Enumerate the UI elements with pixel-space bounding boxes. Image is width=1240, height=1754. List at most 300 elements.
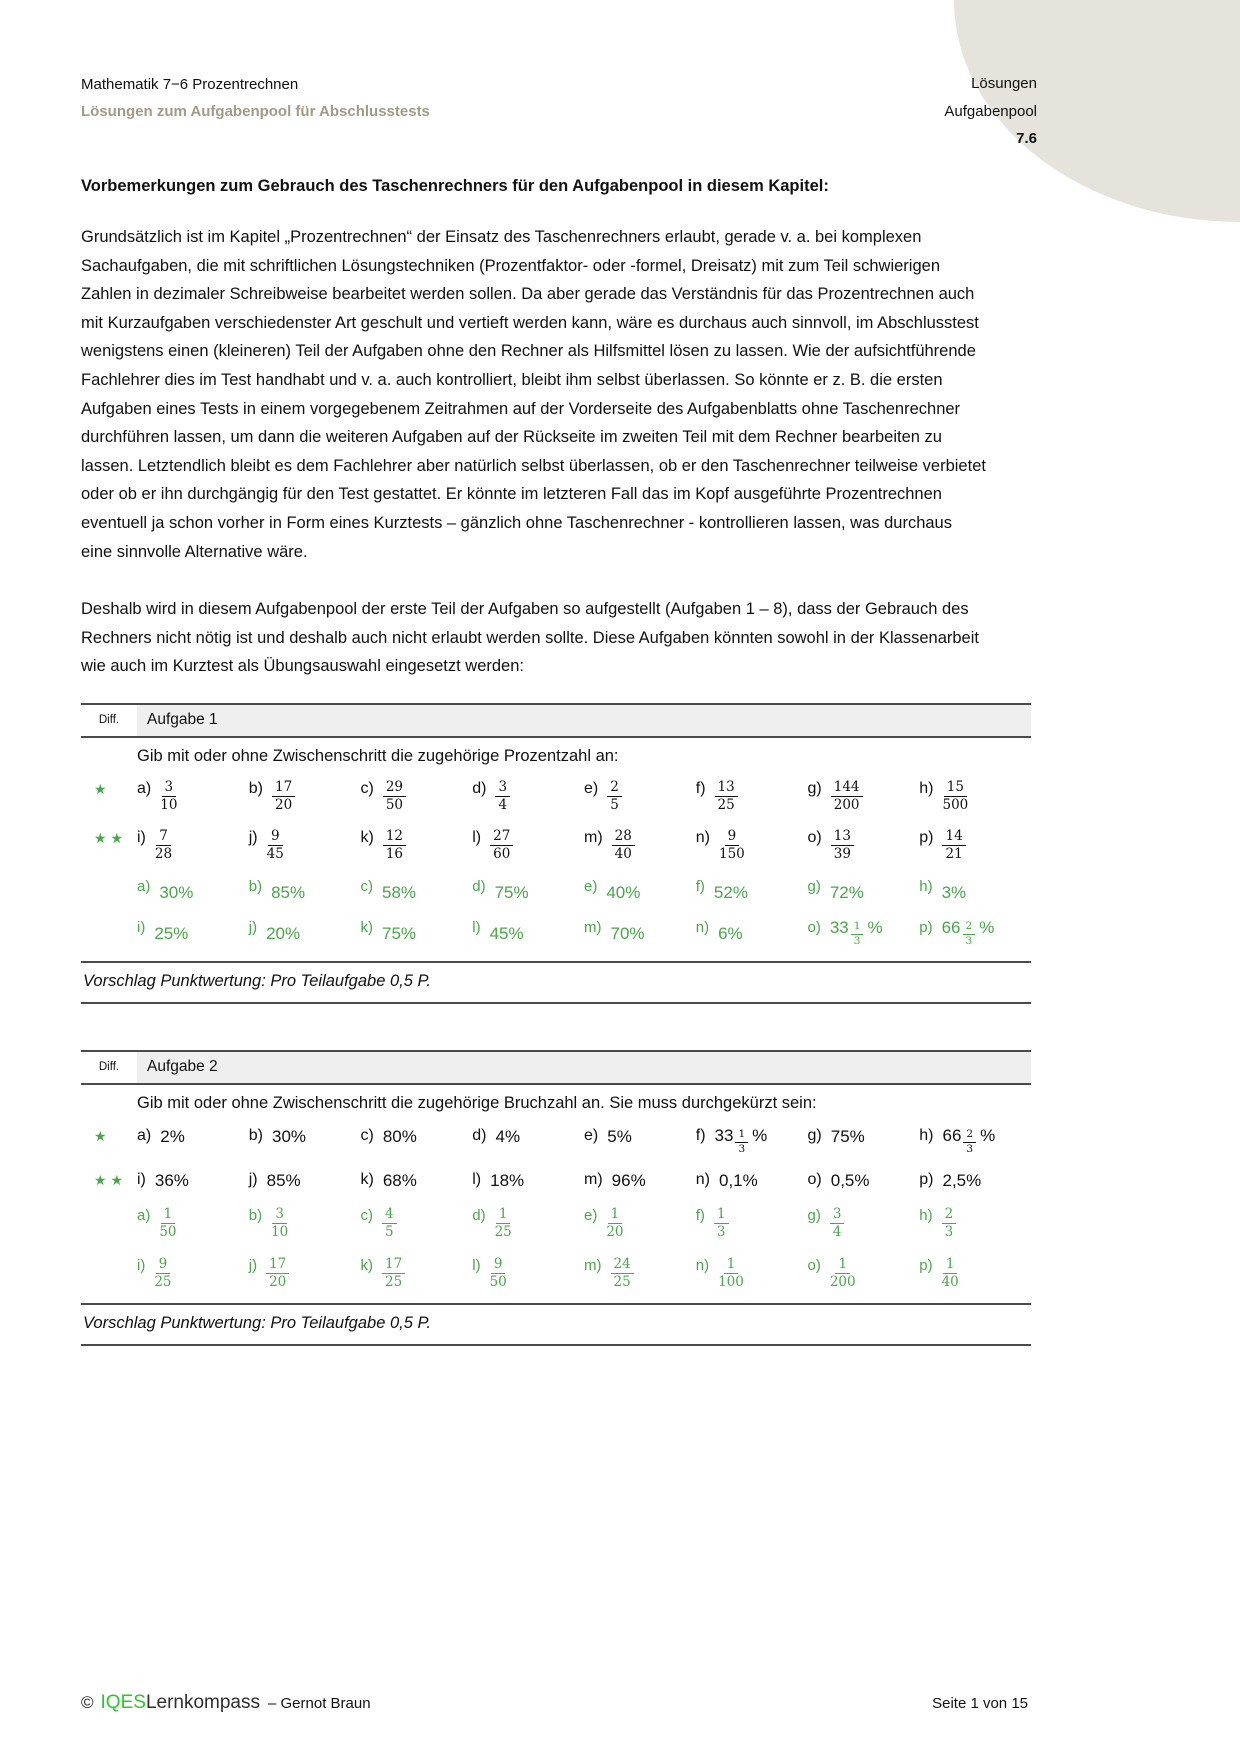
- item-value: 30%: [159, 883, 194, 903]
- item-label: j): [248, 919, 258, 937]
- fraction-value: [830, 1207, 845, 1240]
- fraction-numerator: 14: [942, 829, 965, 846]
- task-item: [249, 1255, 361, 1290]
- item-value: 75%: [382, 924, 417, 944]
- item-label: e): [584, 1207, 598, 1225]
- item-label: a): [137, 779, 152, 797]
- intro-heading: Vorbemerkungen zum Gebrauch des Taschenrechners für den Aufgabenpool in diesem Kapitel:: [81, 177, 829, 195]
- item-label: o): [807, 829, 822, 847]
- fraction-denominator: 20: [269, 1273, 287, 1290]
- task-item: [249, 827, 361, 862]
- item-label: f): [695, 1207, 705, 1225]
- item-label: k): [360, 1171, 374, 1189]
- item-value: 40%: [606, 883, 641, 903]
- item-label: k): [360, 1256, 373, 1274]
- difficulty-stars-icon: ★★: [94, 830, 128, 847]
- fraction-value: [611, 1257, 634, 1290]
- fraction-denominator: 60: [493, 846, 511, 863]
- item-label: g): [807, 878, 821, 896]
- item-label: b): [248, 1126, 263, 1144]
- fraction-numerator: 12: [383, 829, 406, 846]
- task-item: [696, 1205, 808, 1240]
- fraction-numerator: 9: [725, 829, 740, 846]
- item-label: o): [807, 919, 821, 937]
- item-label: d): [472, 1207, 486, 1225]
- item-value: 5%: [607, 1126, 632, 1146]
- task-item: [919, 876, 1031, 903]
- fraction-value: [612, 829, 635, 862]
- fraction-numerator: 1: [943, 1257, 958, 1274]
- fraction-value: [490, 1257, 507, 1290]
- item-value: 2%: [160, 1126, 185, 1146]
- task-item: [472, 1255, 584, 1290]
- item-value: 72%: [829, 883, 864, 903]
- document-body: [81, 177, 1031, 1346]
- item-label: o): [807, 1171, 822, 1189]
- fraction-numerator: 3: [495, 780, 510, 797]
- item-label: d): [472, 1126, 487, 1144]
- task-instruction: Gib mit oder ohne Zwischenschritt die zugehörige Prozentzahl an:: [137, 746, 619, 765]
- task-item: [472, 917, 584, 944]
- item-label: e): [584, 878, 598, 896]
- fraction-value: [490, 829, 513, 862]
- fraction-numerator: 17: [272, 780, 295, 797]
- item-label: f): [695, 779, 706, 797]
- task-item: [137, 1125, 249, 1147]
- task-header: [81, 1050, 1031, 1085]
- fraction-numerator: 4: [382, 1207, 397, 1224]
- item-label: i): [137, 1171, 146, 1189]
- task-item: [249, 778, 361, 813]
- item-label: l): [472, 829, 482, 847]
- task-item: [361, 827, 473, 862]
- task-item: [137, 876, 249, 903]
- author-name: – Gernot Braun: [268, 1695, 371, 1712]
- task-row: [81, 1117, 1031, 1162]
- difficulty-stars-icon: ★: [94, 780, 111, 797]
- item-value: 96%: [611, 1171, 646, 1191]
- item-value: 75%: [494, 883, 529, 903]
- task-instruction: Gib mit oder ohne Zwischenschritt die zugehörige Bruchzahl an. Sie muss durchgekürzt sein:: [137, 1093, 817, 1112]
- fraction-numerator: 3: [162, 780, 177, 797]
- task-item: [472, 876, 584, 903]
- item-label: c): [360, 1207, 373, 1225]
- brand-iqes: IQES: [100, 1692, 146, 1713]
- fraction-value: [714, 1207, 729, 1240]
- task-item: [361, 1169, 473, 1191]
- item-label: m): [584, 919, 602, 937]
- item-label: f): [695, 1126, 706, 1144]
- task-item: [919, 827, 1031, 862]
- item-value: 2,5%: [942, 1171, 982, 1191]
- fraction-numerator: 2: [942, 1207, 957, 1224]
- item-label: m): [584, 1171, 603, 1189]
- fraction-numerator: 15: [944, 780, 967, 797]
- item-label: b): [248, 878, 263, 896]
- course-title: Mathematik 7−6 Prozentrechnen: [81, 76, 299, 93]
- brand-lernkompass: Lernkompass: [145, 1692, 260, 1713]
- fraction-denominator: 21: [945, 846, 963, 863]
- item-value: 30%: [271, 1126, 307, 1146]
- item-value: 75%: [830, 1126, 865, 1146]
- task-item: [472, 1205, 584, 1240]
- fraction-value: [495, 1207, 512, 1240]
- item-value: 0,1%: [718, 1171, 758, 1191]
- fraction-value: [942, 829, 965, 862]
- item-value: 85%: [271, 883, 306, 903]
- difficulty-stars-icon: ★★: [94, 1172, 128, 1189]
- item-label: n): [695, 829, 710, 847]
- fraction-denominator: 39: [833, 846, 851, 863]
- item-label: f): [695, 878, 705, 896]
- scoring-suggestion: Vorschlag Punktwertung: Pro Teilaufgabe 0,5 P.: [81, 1303, 1031, 1346]
- fraction-numerator: 9: [156, 1257, 171, 1274]
- fraction-numerator: 27: [490, 829, 513, 846]
- item-value: 45%: [489, 924, 524, 944]
- item-label: j): [248, 1171, 258, 1189]
- task-item: [696, 1169, 808, 1191]
- page-header: [81, 71, 430, 125]
- item-label: m): [584, 1256, 602, 1274]
- item-label: h): [919, 1126, 934, 1144]
- publisher-brand: [81, 1692, 371, 1714]
- task-item: [584, 1125, 696, 1147]
- item-value: 25%: [154, 924, 189, 944]
- fraction-denominator: 25: [717, 797, 735, 814]
- item-value: 18%: [490, 1171, 525, 1191]
- item-label: n): [695, 1256, 710, 1274]
- item-label: i): [137, 829, 146, 847]
- item-label: c): [360, 878, 373, 896]
- difficulty-stars-icon: ★: [94, 1127, 111, 1144]
- task-item: [249, 1125, 361, 1147]
- difficulty-stars-icon: [81, 876, 137, 879]
- fraction-numerator: 1: [714, 1207, 729, 1224]
- fraction-value: [382, 1257, 405, 1290]
- mixed-number-value: 33 $\frac{1}{3}$ %: [714, 1125, 768, 1155]
- task-item: [696, 778, 808, 813]
- task-item: [472, 1125, 584, 1147]
- item-value: 85%: [266, 1171, 301, 1191]
- task-item: [584, 827, 696, 862]
- fraction-denominator: 16: [385, 846, 404, 863]
- task-item: [919, 778, 1031, 813]
- fraction-numerator: 1: [496, 1207, 511, 1224]
- fraction-numerator: 3: [272, 1207, 287, 1224]
- fraction-value: [495, 780, 510, 813]
- item-label: j): [248, 1256, 258, 1274]
- mixed-number-value: 66 $\frac{2}{3}$ %: [941, 918, 995, 948]
- fraction-numerator: 144: [831, 780, 863, 797]
- task-item: [361, 1125, 473, 1147]
- item-value: 58%: [382, 883, 417, 903]
- task-item: [361, 1255, 473, 1290]
- item-label: d): [472, 779, 487, 797]
- fraction-denominator: 10: [160, 797, 178, 814]
- task-item: [808, 827, 920, 862]
- item-label: b): [248, 1207, 263, 1225]
- fraction-denominator: 25: [385, 1273, 403, 1290]
- fraction-denominator: 150: [718, 846, 745, 863]
- task-item: [919, 1205, 1031, 1240]
- fraction-value: [942, 1257, 959, 1290]
- task-item: [808, 917, 920, 948]
- page-footer: [81, 1692, 1028, 1714]
- fraction-denominator: 20: [274, 797, 293, 814]
- item-label: p): [919, 1171, 934, 1189]
- task-item: [584, 1205, 696, 1240]
- fraction-value: [271, 1207, 288, 1240]
- task-item: [696, 1255, 808, 1290]
- task-item: [472, 1169, 584, 1191]
- task-item: [584, 876, 696, 903]
- task-row: [81, 770, 1031, 819]
- task-header: [81, 703, 1031, 738]
- task-item: [696, 917, 808, 944]
- task-item: [584, 1255, 696, 1290]
- item-label: b): [248, 779, 263, 797]
- corner-tab-text: [944, 70, 1037, 153]
- fraction-value: [272, 780, 295, 813]
- item-value: 52%: [713, 883, 748, 903]
- task-item: [919, 1255, 1031, 1290]
- fraction-value: [606, 1207, 623, 1240]
- fraction-value: [942, 780, 968, 813]
- item-label: h): [919, 878, 933, 896]
- corner-line-aufgabenpool: Aufgabenpool: [944, 102, 1037, 120]
- item-label: l): [472, 919, 481, 937]
- task-aufgabe-1: [81, 703, 1031, 1004]
- page-number: Seite 1 von 15: [932, 1695, 1028, 1712]
- difficulty-stars-icon: [81, 1255, 137, 1258]
- fraction-numerator: 13: [831, 829, 854, 846]
- fraction-value: [266, 1257, 289, 1290]
- item-label: l): [472, 1171, 482, 1189]
- task-item: [137, 1255, 249, 1290]
- fraction-denominator: 25: [494, 1224, 512, 1241]
- task-item: [249, 917, 361, 944]
- fraction-denominator: 4: [498, 797, 508, 814]
- fraction-value: [160, 780, 177, 813]
- task-item: [472, 778, 584, 813]
- fraction-denominator: 25: [613, 1273, 631, 1290]
- mixed-number-value: 66 $\frac{2}{3}$ %: [942, 1125, 996, 1155]
- fraction-denominator: 4: [832, 1224, 842, 1241]
- fraction-numerator: 24: [611, 1257, 634, 1274]
- task-row: [81, 909, 1031, 954]
- item-value: 6%: [718, 924, 743, 944]
- diff-column-label: Diff.: [81, 1052, 137, 1083]
- fraction-denominator: 200: [829, 1273, 856, 1290]
- fraction-numerator: 28: [612, 829, 635, 846]
- item-label: n): [695, 919, 710, 937]
- item-label: n): [695, 1171, 710, 1189]
- fraction-denominator: 500: [942, 797, 969, 814]
- task-item: [808, 1125, 920, 1147]
- fraction-value: [154, 1257, 171, 1290]
- item-label: p): [919, 829, 934, 847]
- item-label: o): [807, 1256, 821, 1274]
- item-label: i): [137, 1256, 146, 1274]
- item-label: g): [807, 1126, 822, 1144]
- item-label: k): [360, 919, 373, 937]
- fraction-denominator: 10: [271, 1224, 289, 1241]
- task-item: [137, 1205, 249, 1240]
- task-row: [81, 1197, 1031, 1246]
- item-label: l): [472, 1256, 481, 1274]
- difficulty-stars-icon: [81, 917, 137, 920]
- fraction-numerator: 13: [715, 780, 738, 797]
- fraction-denominator: 28: [154, 846, 173, 863]
- item-label: a): [137, 1207, 151, 1225]
- fraction-numerator: 1: [608, 1207, 623, 1224]
- task-row: [81, 819, 1031, 868]
- item-label: a): [137, 1126, 152, 1144]
- task-row: [81, 868, 1031, 909]
- item-label: k): [360, 829, 374, 847]
- fraction-denominator: 100: [718, 1273, 744, 1290]
- item-label: h): [919, 1207, 933, 1225]
- item-value: 70%: [610, 924, 645, 944]
- fraction-numerator: 17: [382, 1257, 405, 1274]
- fraction-denominator: 50: [159, 1224, 177, 1241]
- intro-paragraph-1: Grundsätzlich ist im Kapitel „Prozentrechnen“ der Einsatz des Taschenrechners erlaubt, gerade v. a. bei komplexen Sachaufgaben, die mit schriftlichen Lösungstechniken (Prozentfaktor- oder -formel, Dreisatz) mit zum Teil schwierigen Zahlen in dezimaler Schreibweise bearbeitet werden sollen. Da aber gerade das Verständnis für das Prozentrechnen auch mit Kurzaufgaben verschiedenster Art geschult und vertieft werden kann, wäre es durchaus auch sinnvoll, im Abschlusstest wenigstens einen (kleineren) Teil der Aufgaben ohne den Rechner als Hilfsmittel lösen zu lassen. Wie der aufsichtführende Fachlehrer dies im Test handhabt und v. a. auch kontrolliert, bleibt ihm selbst überlassen. So könnte er z. B. die ersten Aufgaben eines Tests in einem vorgegebenem Zeitrahmen auf der Vorderseite des Aufgabenblatts ohne Taschenrechner durchführen lassen, um dann die weiteren Aufgaben auf der Rückseite im zweiten Teil mit dem Rechner bearbeiten zu lassen. Letztendlich bleibt es dem Fachlehrer aber natürlich selbst überlassen, ob er den Taschenrechner teilweise verbietet oder ob er ihn durchgängig für den Test gestattet. Er könnte im letzteren Fall das im Kopf ausgeführte Prozentrechnen eventuell ja schon vorher in Form eines Kurztests – gänzlich ohne Taschenrechner - kontrollieren lassen, was durchaus eine sinnvolle Alternative wäre.: [81, 228, 986, 561]
- item-value: 4%: [495, 1126, 521, 1146]
- item-value: 80%: [382, 1126, 417, 1146]
- fraction-denominator: 200: [833, 797, 860, 814]
- fraction-numerator: 2: [607, 780, 622, 797]
- fraction-numerator: 3: [830, 1207, 845, 1224]
- fraction-denominator: 40: [941, 1273, 959, 1290]
- task-item: [919, 917, 1031, 948]
- item-value: 36%: [154, 1171, 189, 1191]
- fraction-denominator: 20: [606, 1224, 624, 1241]
- fraction-value: [830, 1257, 856, 1290]
- task-row: [81, 1247, 1031, 1296]
- task-item: [584, 1169, 696, 1191]
- task-item: [808, 876, 920, 903]
- fraction-denominator: 3: [716, 1224, 726, 1241]
- item-value: 20%: [266, 924, 301, 944]
- item-label: a): [137, 878, 151, 896]
- fraction-numerator: 9: [491, 1257, 506, 1274]
- fraction-value: [383, 780, 406, 813]
- fraction-denominator: 45: [266, 846, 284, 863]
- item-label: p): [919, 919, 933, 937]
- copyright-icon: ©: [81, 1693, 94, 1712]
- fraction-numerator: 1: [161, 1207, 176, 1224]
- task-item: [472, 827, 584, 862]
- fraction-denominator: 40: [614, 846, 632, 863]
- item-label: m): [584, 829, 603, 847]
- item-label: c): [360, 1126, 374, 1144]
- fraction-numerator: 17: [266, 1257, 289, 1274]
- document-subtitle: Lösungen zum Aufgabenpool für Abschlusstests: [81, 103, 430, 120]
- task-item: [696, 827, 808, 862]
- task-title: Aufgabe 2: [137, 1052, 1031, 1083]
- fraction-value: [155, 829, 172, 862]
- task-item: [696, 1125, 808, 1156]
- fraction-numerator: 29: [383, 780, 406, 797]
- task-item: [808, 1205, 920, 1240]
- fraction-denominator: 3: [944, 1224, 954, 1241]
- task-item: [137, 1169, 249, 1191]
- task-item: [696, 876, 808, 903]
- task-item: [584, 778, 696, 813]
- fraction-value: [718, 1257, 744, 1290]
- fraction-numerator: 7: [156, 829, 171, 846]
- item-label: e): [584, 1126, 599, 1144]
- task-item: [137, 778, 249, 813]
- task-item: [919, 1125, 1031, 1156]
- fraction-numerator: 1: [724, 1257, 739, 1274]
- intro-paragraph-2: Deshalb wird in diesem Aufgabenpool der erste Teil der Aufgaben so aufgestellt (Aufgaben 1 – 8), dass der Gebrauch des Rechners nicht nötig ist und deshalb auch nicht erlaubt werden sollte. Diese Aufgaben könnten sowohl in der Klassenarbeit wie auch im Kurztest als Übungsauswahl eingesetzt werden:: [81, 600, 979, 676]
- task-item: [808, 778, 920, 813]
- task-aufgabe-2: [81, 1050, 1031, 1346]
- fraction-numerator: 9: [268, 829, 283, 846]
- task-item: [584, 917, 696, 944]
- task-item: [361, 917, 473, 944]
- task-row: [81, 1161, 1031, 1197]
- task-item: [808, 1255, 920, 1290]
- task-item: [361, 778, 473, 813]
- item-label: d): [472, 878, 486, 896]
- item-label: h): [919, 779, 934, 797]
- item-label: i): [137, 919, 146, 937]
- difficulty-stars-icon: [81, 1205, 137, 1208]
- fraction-numerator: 1: [835, 1257, 850, 1274]
- fraction-denominator: 50: [385, 797, 404, 814]
- item-label: j): [248, 829, 258, 847]
- task-title: Aufgabe 1: [137, 705, 1031, 736]
- fraction-value: [942, 1207, 957, 1240]
- item-value: 68%: [382, 1171, 417, 1191]
- corner-line-loesungen: Lösungen: [971, 75, 1037, 92]
- item-value: 0,5%: [830, 1171, 870, 1191]
- task-item: [137, 827, 249, 862]
- task-item: [249, 1205, 361, 1240]
- task-item: [919, 1169, 1031, 1191]
- task-item: [249, 876, 361, 903]
- item-label: g): [807, 779, 822, 797]
- fraction-denominator: 5: [385, 1224, 394, 1241]
- fraction-denominator: 50: [489, 1273, 507, 1290]
- fraction-value: [382, 1207, 397, 1240]
- task-item: [249, 1169, 361, 1191]
- task-item: [808, 1169, 920, 1191]
- item-label: p): [919, 1256, 933, 1274]
- mixed-number-value: 33 $\frac{1}{3}$ %: [829, 918, 883, 948]
- fraction-value: [831, 780, 863, 813]
- fraction-value: [831, 829, 854, 862]
- fraction-value: [267, 829, 284, 862]
- fraction-value: [607, 780, 622, 813]
- item-label: c): [360, 779, 374, 797]
- fraction-denominator: 25: [154, 1273, 172, 1290]
- fraction-denominator: 5: [610, 797, 619, 814]
- task-item: [361, 1205, 473, 1240]
- scoring-suggestion: Vorschlag Punktwertung: Pro Teilaufgabe 0,5 P.: [81, 961, 1031, 1004]
- item-value: 3%: [941, 883, 967, 903]
- fraction-value: [719, 829, 745, 862]
- diff-column-label: Diff.: [81, 705, 137, 736]
- fraction-value: [383, 829, 406, 862]
- task-item: [137, 917, 249, 944]
- task-item: [361, 876, 473, 903]
- item-label: e): [584, 779, 599, 797]
- fraction-value: [159, 1207, 176, 1240]
- fraction-value: [715, 780, 738, 813]
